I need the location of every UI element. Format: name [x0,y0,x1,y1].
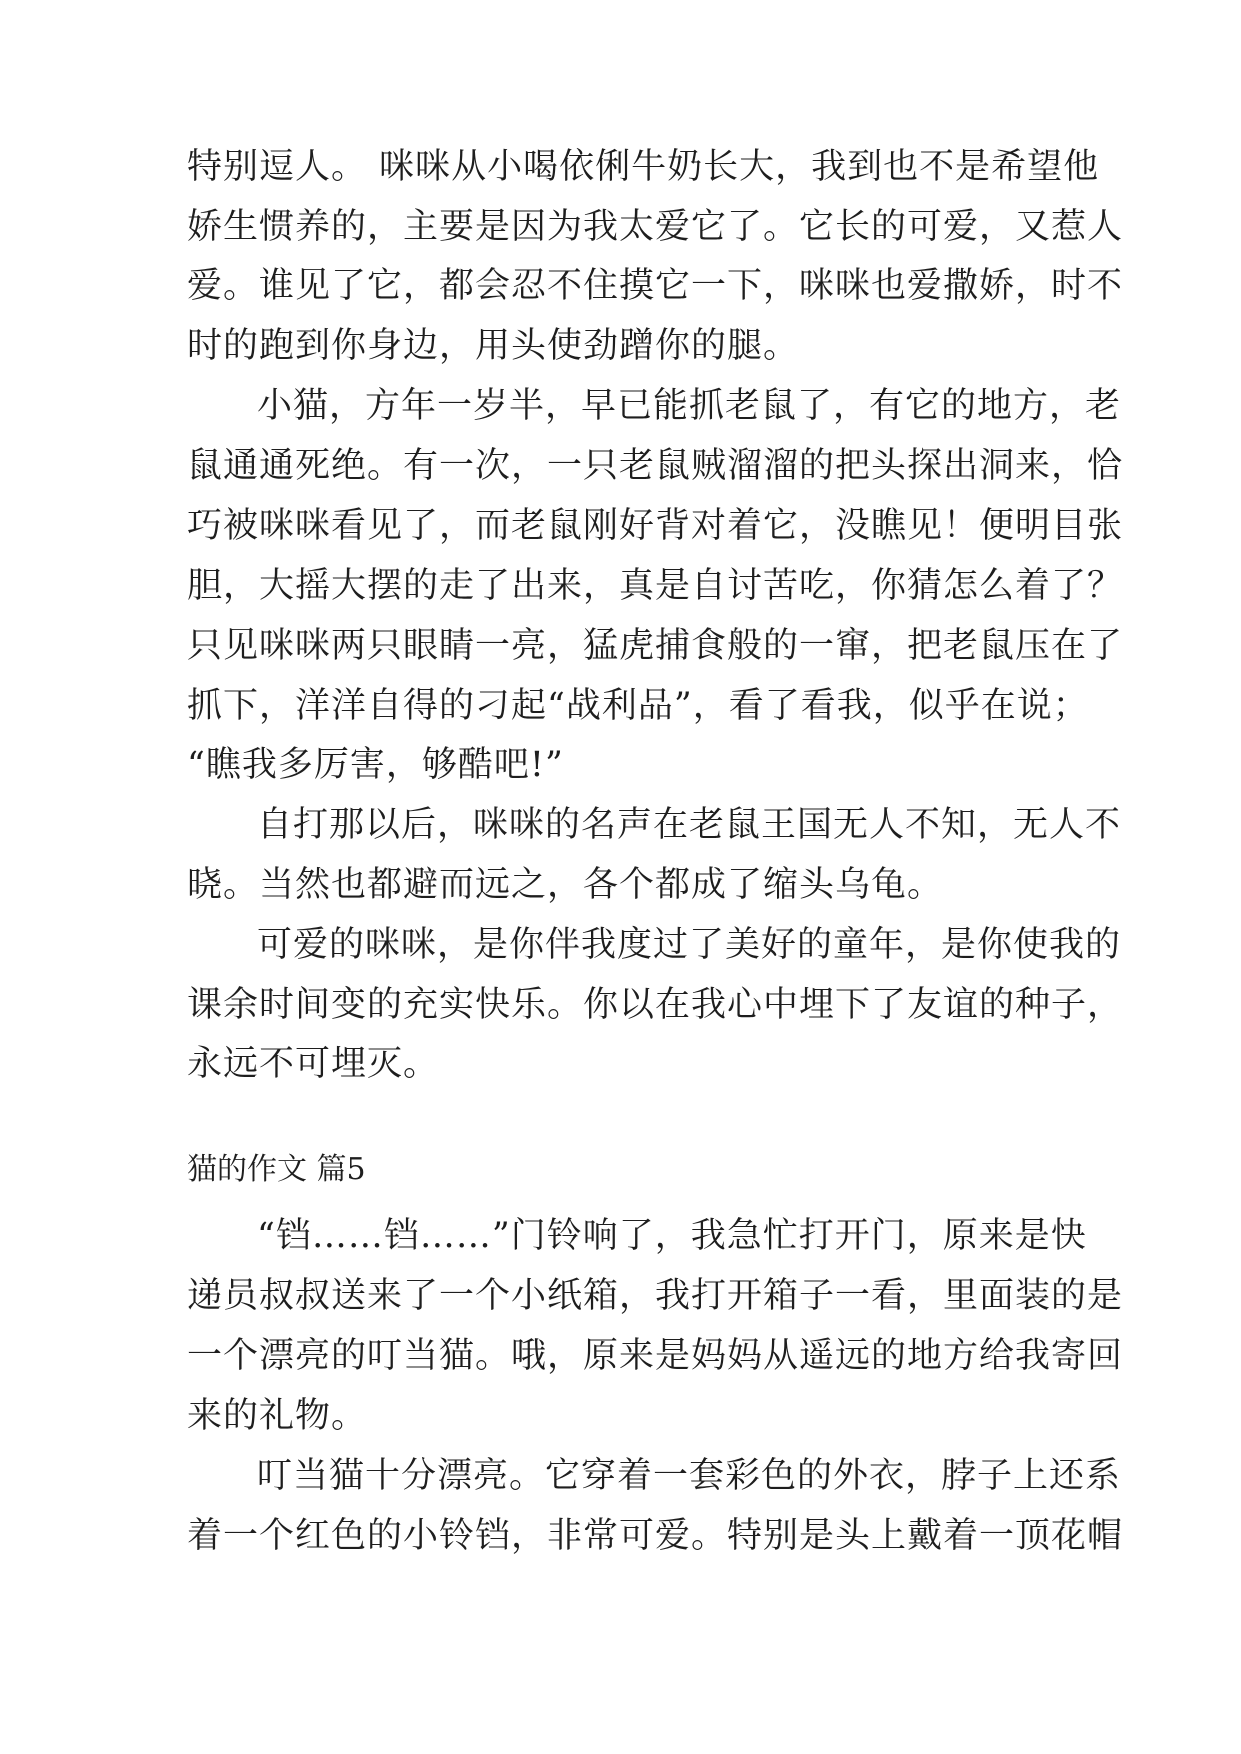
paragraph-line: 课余时间变的充实快乐。你以在我心中埋下了友谊的种子， [187,985,1124,1025]
paragraph-line: 特别逗人。 咪咪从小喝依俐牛奶长大，我到也不是希望他 [187,147,1100,187]
paragraph-line: “瞧我多厉害，够酷吧!” [187,745,564,785]
paragraph-line: 鼠通通死绝。有一次，一只老鼠贼溜溜的把头探出洞来，恰 [187,446,1124,486]
paragraph-line: 叮当猫十分漂亮。它穿着一套彩色的外衣，脖子上还系 [257,1456,1122,1496]
section-heading: 猫的作文 篇5 [187,1152,366,1187]
paragraph-line: 巧被咪咪看见了，而老鼠刚好背对着它，没瞧见！便明目张 [187,506,1124,546]
paragraph-line: 递员叔叔送来了一个小纸箱，我打开箱子一看，里面装的是 [187,1276,1124,1316]
paragraph-line: 爱。谁见了它，都会忍不住摸它一下，咪咪也爱撒娇，时不 [187,266,1124,306]
paragraph-line: 一个漂亮的叮当猫。哦，原来是妈妈从遥远的地方给我寄回 [187,1336,1124,1376]
paragraph-line: 自打那以后，咪咪的名声在老鼠王国无人不知，无人不 [257,805,1122,845]
paragraph-line: 可爱的咪咪，是你伴我度过了美好的童年，是你使我的 [257,925,1122,965]
paragraph-line: 时的跑到你身边，用头使劲蹭你的腿。 [187,326,800,366]
paragraph-line: 只见咪咪两只眼睛一亮，猛虎捕食般的一窜，把老鼠压在了 [187,626,1124,666]
paragraph-line: 娇生惯养的，主要是因为我太爱它了。它长的可爱，又惹人 [187,207,1124,247]
paragraph-line: 着一个红色的小铃铛，非常可爱。特别是头上戴着一顶花帽 [187,1516,1124,1556]
paragraph-line: 抓下，洋洋自得的刁起“战利品”，看了看我，似乎在说； [187,686,1089,726]
paragraph-line: 小猫，方年一岁半，早已能抓老鼠了，有它的地方，老 [257,386,1122,426]
paragraph-line: 胆，大摇大摆的走了出来，真是自讨苦吃，你猜怎么着了？ [187,566,1124,606]
paragraph-line: 晓。当然也都避而远之，各个都成了缩头乌龟。 [187,865,944,905]
paragraph-line: 永远不可埋灭。 [187,1044,440,1084]
paragraph-line: “铛……铛……”门铃响了，我急忙打开门，原来是快 [257,1216,1087,1256]
paragraph-line: 来的礼物。 [187,1396,368,1436]
